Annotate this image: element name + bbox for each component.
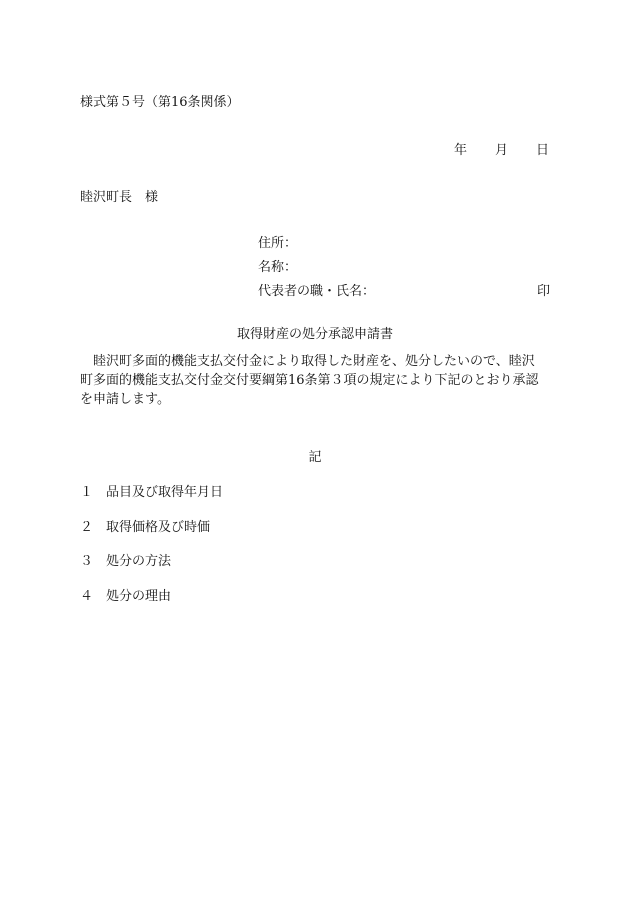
date-day-label: 日 [535,143,549,158]
body-line: 町多面的機能支払交付金交付要綱第16条第３項の規定により下記のとおり承認 [80,373,539,388]
item-number: ２ [80,519,94,535]
list-item [80,521,223,556]
date-line [454,144,549,157]
list-item [80,590,223,625]
item-list [80,486,223,624]
form-number: 様式第５号（第16条関係） [80,95,240,110]
body-paragraph [80,352,550,409]
body-line: 睦沢町多面的機能支払交付金により取得した財産を、処分したいので、睦沢 [80,354,535,369]
list-item [80,486,223,521]
ki-heading: 記 [308,450,322,465]
item-label: 取得価格及び時価 [106,519,211,535]
applicant-representative-row [258,285,550,309]
representative-label: 代表者の職・氏名： [258,284,376,299]
date-year-label: 年 [453,143,467,158]
date-month-label: 月 [494,143,508,158]
seal-mark: 印 [536,284,550,299]
item-number: ３ [80,554,94,569]
list-item [80,555,223,590]
applicant-name-row [258,261,550,285]
item-number: １ [80,485,94,500]
item-number: ４ [80,588,94,604]
name-label: 名称： [258,260,298,275]
item-label: 処分の方法 [106,554,172,569]
item-label: 処分の理由 [106,588,172,604]
body-line: を申請します。 [80,392,170,407]
applicant-block [258,237,550,309]
address-label: 住所： [258,236,298,251]
item-label: 品目及び取得年月日 [106,485,224,500]
addressee: 睦沢町長 様 [80,190,159,205]
document-title: 取得財産の処分承認申請書 [236,327,393,342]
applicant-address-row [258,237,550,261]
